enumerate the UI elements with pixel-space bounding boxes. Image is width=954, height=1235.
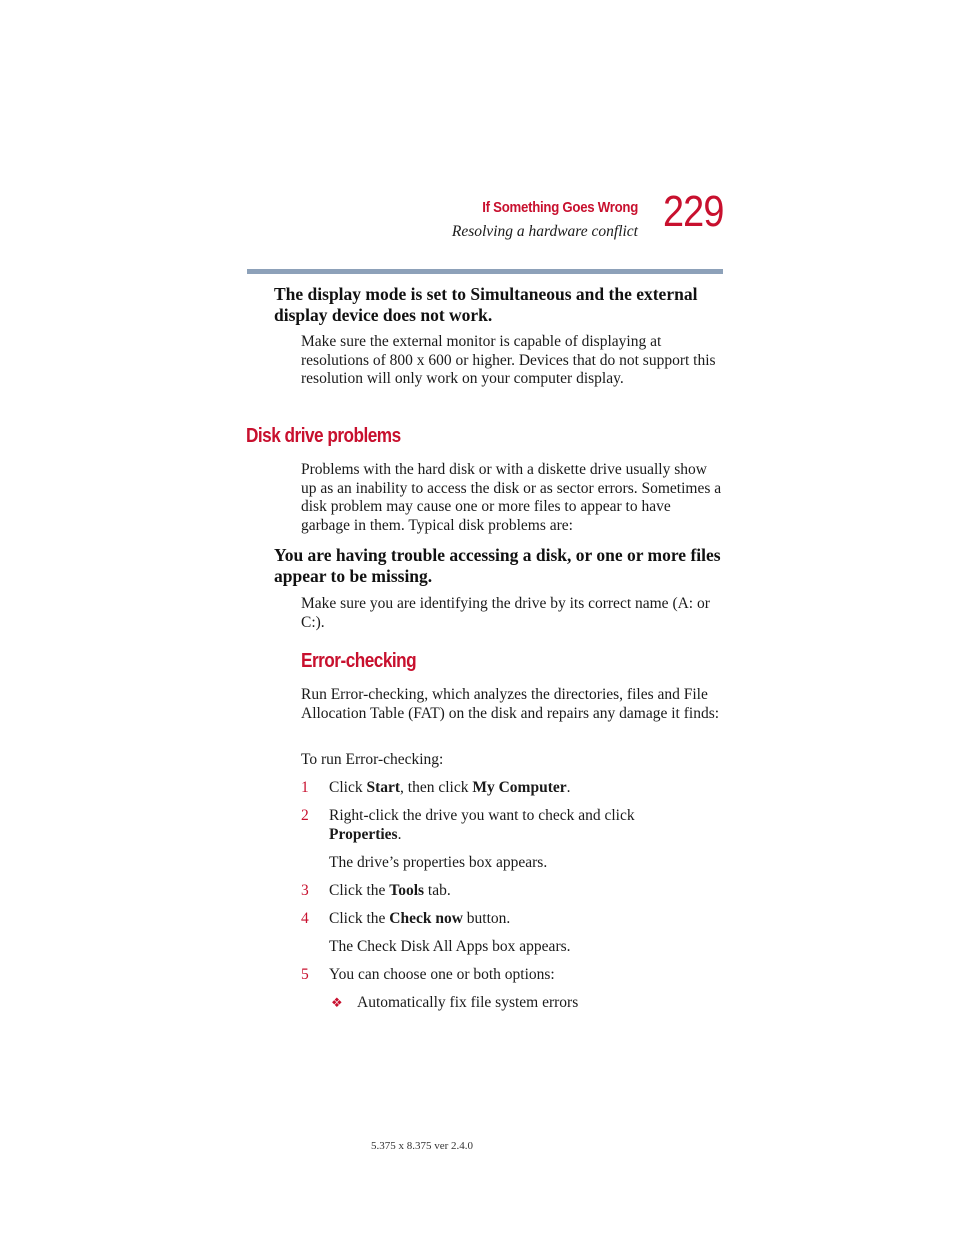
header-rule [247, 269, 723, 274]
step-result: The Check Disk All Apps box appears. [329, 938, 571, 955]
error-checking-lead: To run Error-checking: [301, 751, 444, 768]
step-number: 4 [301, 910, 309, 927]
step-text: Right-click the drive you want to check and click Properties. [329, 807, 635, 843]
display-issue-heading: The display mode is set to Simultaneous and the external display device does not work. [274, 284, 698, 325]
error-checking-intro: Run Error-checking, which analyzes the directories, files and File Allocation Table (FAT) on the disk and repairs any damage it finds: [301, 686, 720, 722]
step-number: 5 [301, 966, 309, 983]
disk-issue-heading: You are having trouble accessing a disk, or one or more files appear to be missing. [274, 545, 721, 586]
step-result: The drive’s properties box appears. [329, 854, 548, 871]
step-text: You can choose one or both options: [329, 966, 555, 983]
step-text: Click the Tools tab. [329, 882, 451, 899]
section-title: Resolving a hardware conflict [451, 223, 638, 240]
step-text: Click Start, then click My Computer. [329, 779, 571, 796]
step-text: Click the Check now button. [329, 910, 511, 927]
page-number: 229 [663, 187, 724, 236]
step-number: 1 [301, 779, 309, 796]
footer-version: 5.375 x 8.375 ver 2.4.0 [371, 1140, 474, 1152]
chapter-title: If Something Goes Wrong [482, 199, 638, 216]
step-number: 3 [301, 882, 309, 899]
display-issue-body: Make sure the external monitor is capable of displaying at resolutions of 800 x 600 or higher. Devices that do not support this resolution will only work on your computer display. [301, 333, 716, 388]
error-checking-heading: Error-checking [301, 650, 417, 672]
disk-intro: Problems with the hard disk or with a diskette drive usually show up as an inability to access the disk or as sector errors. Sometimes a disk problem may cause one or more files to appear to have garbage in them. Typical disk problems are: [301, 461, 722, 535]
bullet-item: Automatically fix file system errors [357, 994, 579, 1011]
disk-drive-heading: Disk drive problems [246, 425, 401, 447]
diamond-bullet-icon: ❖ [331, 995, 343, 1010]
step-number: 2 [301, 807, 309, 824]
disk-issue-body: Make sure you are identifying the drive by its correct name (A: or C:). [301, 595, 710, 631]
